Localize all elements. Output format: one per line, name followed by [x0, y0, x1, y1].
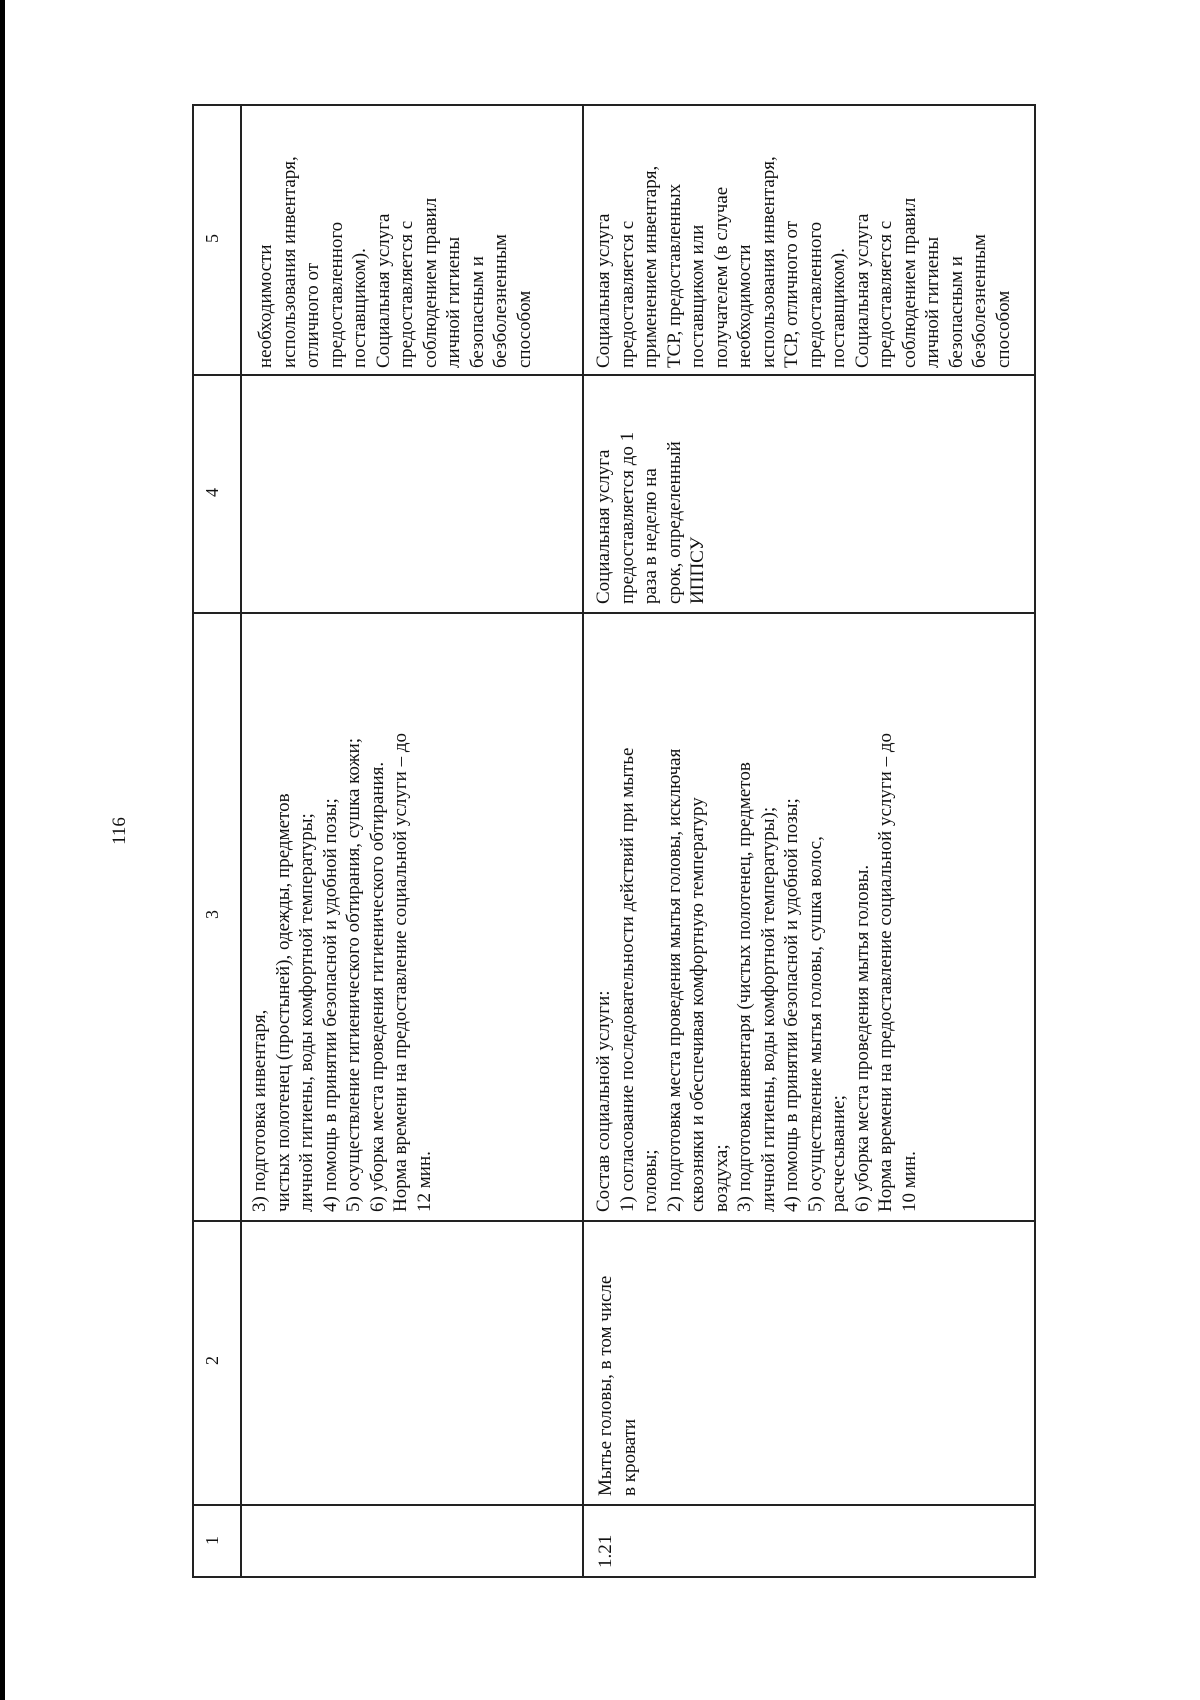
header-col-1: 1 — [202, 1536, 222, 1545]
row-2-content: Состав социальной услуги: 1) согласование последовательности действий при мытье головы; 2) подготовка места проведения мытья головы, исключая сквозняки и обеспечивая комфортную температуру воздуха; 3) подготовка инвентаря (чистых полотенец, предметов личной гигиены, воды комфортной температуры); 4) помощь в принятии безопасной и удобной позы; 5) осуществление мытья головы, сушка волос, расчесывание; 6) уборка места проведения мытья головы. Норма времени на предоставление социальной услуги – до 10 мин. — [593, 733, 920, 1212]
column-separator-3-4 — [192, 612, 1036, 614]
page-number: 116 — [108, 817, 130, 845]
row-2-frequency: Социальная услуга предоставляется до 1 раза в неделю на срок, определенный ИППСУ — [593, 431, 708, 604]
scan-edge-bar — [0, 0, 5, 1700]
header-col-3: 3 — [202, 910, 222, 919]
table-border-top — [192, 104, 194, 1578]
row-1-conditions: необходимости использования инвентаря, отличного от предоставленного поставщиком). Социальная услуга предоставляется с соблюдением правил личной гигиены безопасным и безболезненным способом — [255, 156, 535, 368]
row-1-content: 3) подготовка инвентаря, чистых полотенец (простыней), одежды, предметов личной гигиены, воды комфортной температуры; 4) помощь в принятии безопасной и удобной позы; 5) осуществление гигиенического обтирания, сушка кожи; 6) уборка места проведения гигиенического обтирания. Норма времени на предоставление социальной услуги – до 12 мин. — [249, 733, 435, 1212]
column-separator-2-3 — [192, 1220, 1036, 1222]
header-col-4: 4 — [202, 488, 222, 497]
row-2-conditions: Социальная услуга предоставляется с применением инвентаря, ТСР, предоставленных поставщиком или получателем (в случае необходимости использования инвентаря, ТСР, отличного от предоставленного поставщиком). Социальная услуга предоставляется с соблюдением правил личной гигиены безопасным и безболезненным способом — [593, 156, 1014, 368]
header-col-5: 5 — [202, 234, 222, 243]
row-2-number: 1.21 — [595, 1534, 616, 1568]
table-row-separator — [582, 104, 584, 1578]
table-border-bottom — [1034, 104, 1036, 1578]
header-col-2: 2 — [202, 1356, 222, 1365]
table-border-left — [192, 1576, 1036, 1578]
row-2-name: Мытье головы, в том числе в кровати — [595, 1275, 640, 1496]
table-header-separator — [240, 104, 242, 1578]
table-border-right — [192, 104, 1036, 106]
